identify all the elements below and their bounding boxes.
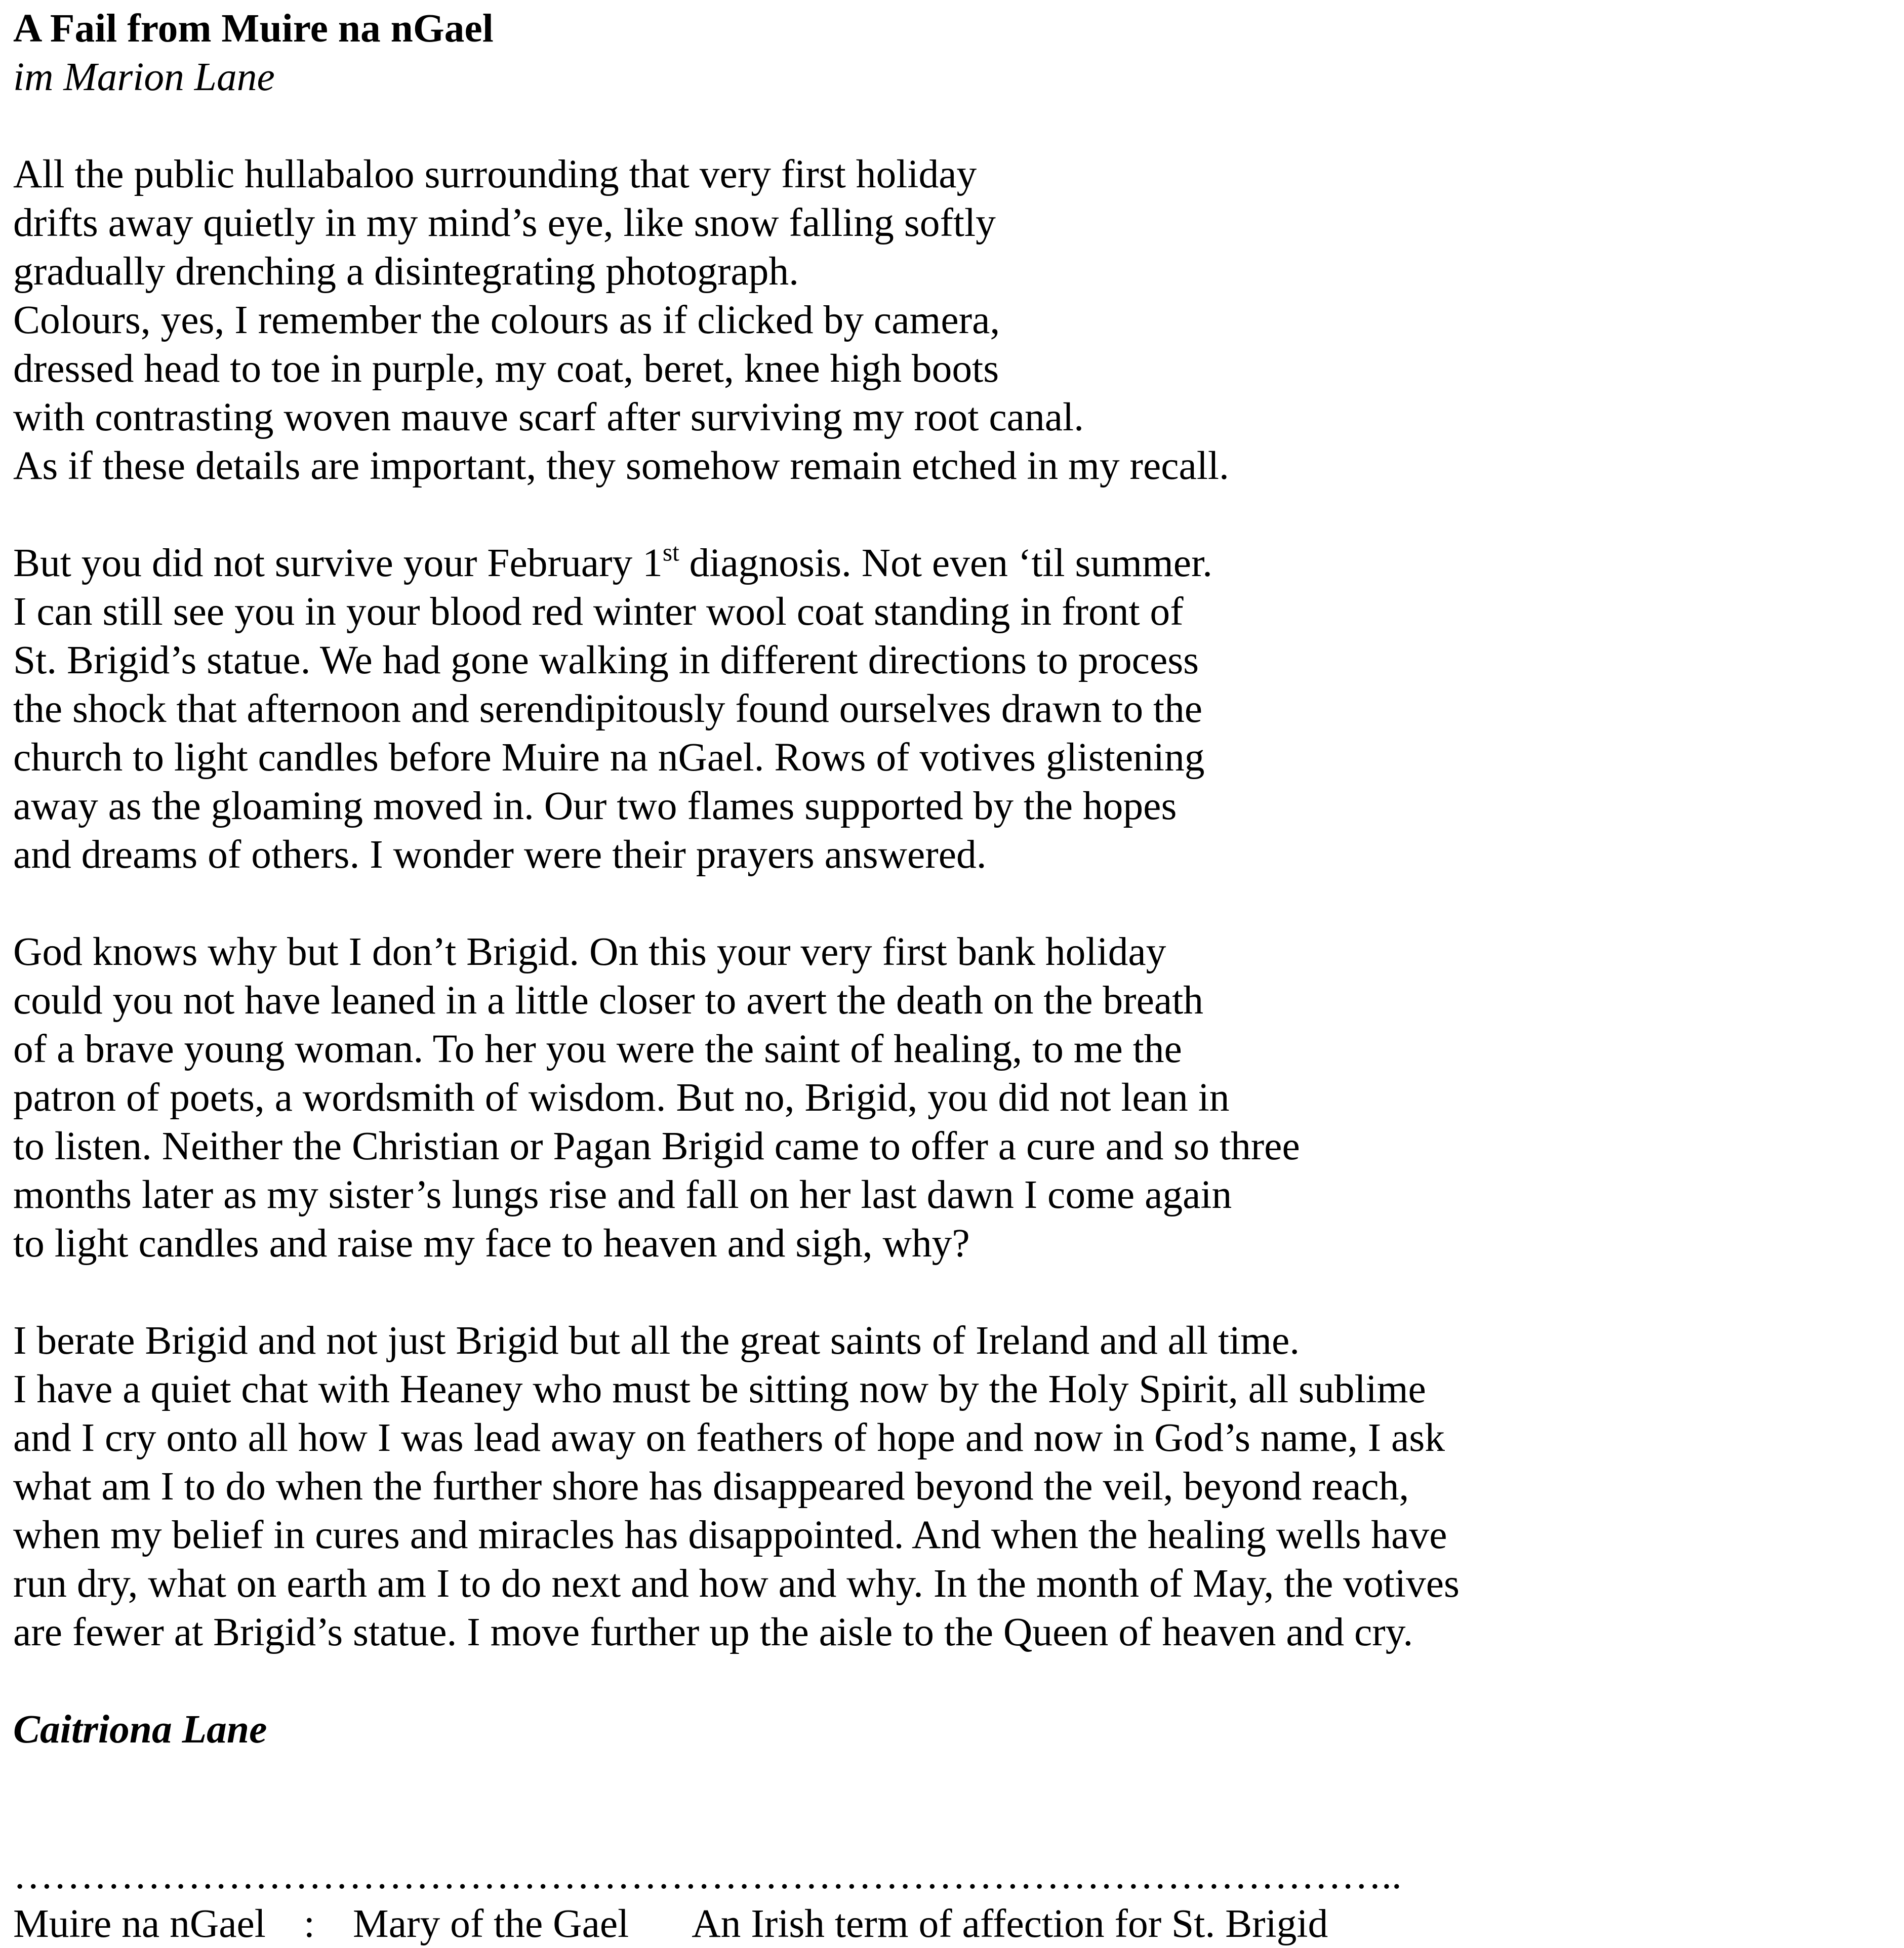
poem-line: run dry, what on earth am I to do next and how and why. In the month of May, the votives [13,1561,1460,1606]
poem-line: church to light candles before Muire na nGael. Rows of votives glistening [13,735,1205,780]
poem-line: when my belief in cures and miracles has disappointed. And when the healing wells have [13,1513,1447,1557]
stanza-spacer [13,879,1460,927]
stanza-spacer [13,1268,1460,1316]
poem-line: away as the gloaming moved in. Our two flames supported by the hopes [13,784,1177,828]
dotted-divider: ………………………………………………………………………………………….. [13,1853,1402,1897]
poem-line: All the public hullabaloo surrounding that very first holiday [13,152,977,196]
poem-document [13,4,1460,1948]
footnote-explanation: An Irish term of affection for St. Brigid [692,1901,1328,1946]
stanza-spacer [13,1656,1460,1705]
poem-line: I can still see you in your blood red winter wool coat standing in front of [13,589,1184,634]
stanza-spacer [13,101,1460,150]
poem-line: what am I to do when the further shore has disappeared beyond the veil, beyond reach, [13,1464,1409,1509]
footnote-translation: Mary of the Gael [353,1901,629,1946]
poem-line: to listen. Neither the Christian or Pagan Brigid came to offer a cure and so three [13,1124,1300,1168]
poem-line: and I cry onto all how I was lead away on feathers of hope and now in God’s name, I ask [13,1415,1445,1460]
stanza-3 [13,927,1460,1268]
line-text-after: diagnosis. Not even ‘til summer. [679,541,1213,585]
poem-line: patron of poets, a wordsmith of wisdom. But no, Brigid, you did not lean in [13,1075,1230,1120]
poem-line: God knows why but I don’t Brigid. On this your very first bank holiday [13,929,1166,974]
poem-line: I have a quiet chat with Heaney who must be sitting now by the Holy Spirit, all sublime [13,1367,1426,1411]
ordinal-superscript: st [662,538,679,566]
footnote-colon: : [303,1901,315,1946]
poem-line: drifts away quietly in my mind’s eye, like snow falling softly [13,200,996,245]
stanza-2 [13,539,1460,879]
poem-line: and dreams of others. I wonder were their prayers answered. [13,832,987,877]
poem-line: dressed head to toe in purple, my coat, beret, knee high boots [13,346,999,391]
stanza-4 [13,1316,1460,1656]
poem-line: with contrasting woven mauve scarf after surviving my root canal. [13,395,1084,439]
poem-line: Colours, yes, I remember the colours as if clicked by camera, [13,298,1000,342]
poem-line: are fewer at Brigid’s statue. I move further up the aisle to the Queen of heaven and cry. [13,1610,1413,1654]
glossary-footnote [13,1899,1460,1948]
stanza-spacer [13,490,1460,539]
poem-line: gradually drenching a disintegrating photograph. [13,249,799,294]
poem-line: St. Brigid’s statue. We had gone walking in different directions to process [13,638,1199,682]
poem-author: Caitriona Lane [13,1707,267,1752]
line-text-before: But you did not survive your February 1 [13,541,663,585]
poem-line-with-superscript [13,539,1460,587]
poem-line: of a brave young woman. To her you were the saint of healing, to me the [13,1027,1182,1071]
spacer [13,1754,1460,1802]
poem-line: the shock that afternoon and serendipitously found ourselves drawn to the [13,686,1203,731]
poem-line: could you not have leaned in a little closer to avert the death on the breath [13,978,1204,1023]
poem-line: to light candles and raise my face to heaven and sigh, why? [13,1221,970,1266]
spacer [13,1802,1460,1851]
poem-line: I berate Brigid and not just Brigid but all the great saints of Ireland and all time. [13,1318,1300,1363]
poem-line: months later as my sister’s lungs rise and fall on her last dawn I come again [13,1172,1232,1217]
poem-title: A Fail from Muire na nGael [13,6,494,51]
poem-dedication: im Marion Lane [13,55,275,99]
stanza-1 [13,150,1460,490]
footnote-term: Muire na nGael [13,1901,266,1946]
poem-line: As if these details are important, they somehow remain etched in my recall. [13,443,1229,488]
